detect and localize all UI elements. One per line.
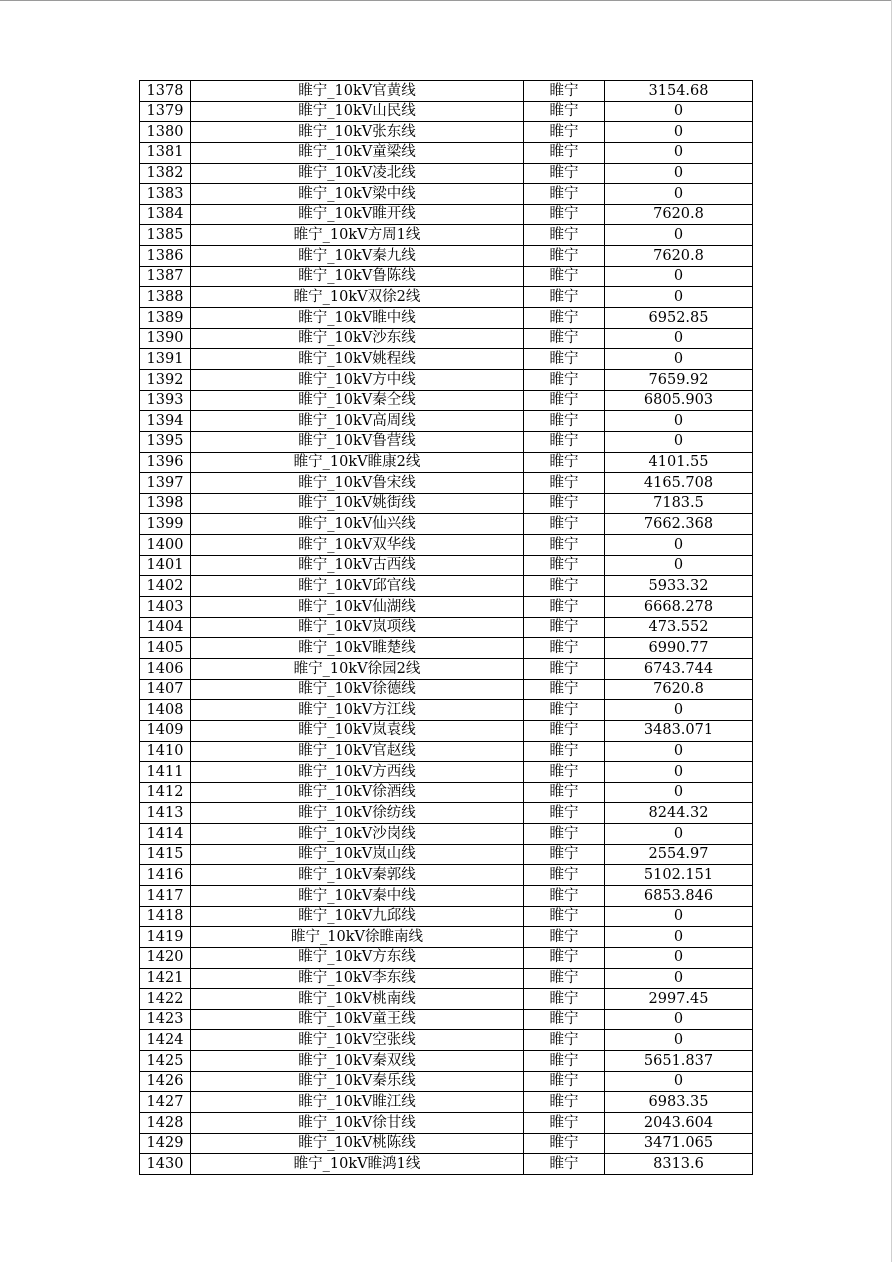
region-cell: 睢宁	[524, 679, 605, 700]
value-cell: 0	[605, 349, 753, 370]
region-cell: 睢宁	[524, 473, 605, 494]
line-name-cell: 睢宁_10kV方东线	[191, 947, 524, 968]
table-row	[140, 1133, 753, 1154]
row-index-cell: 1394	[140, 411, 191, 432]
table-row	[140, 700, 753, 721]
row-index-cell: 1386	[140, 246, 191, 267]
line-name-cell: 睢宁_10kV仙兴线	[191, 514, 524, 535]
table-row	[140, 597, 753, 618]
value-cell: 0	[605, 142, 753, 163]
value-cell: 0	[605, 824, 753, 845]
region-cell: 睢宁	[524, 328, 605, 349]
region-cell: 睢宁	[524, 142, 605, 163]
region-cell: 睢宁	[524, 204, 605, 225]
row-index-cell: 1384	[140, 204, 191, 225]
value-cell: 6805.903	[605, 390, 753, 411]
row-index-cell: 1400	[140, 535, 191, 556]
row-index-cell: 1413	[140, 803, 191, 824]
value-cell: 0	[605, 947, 753, 968]
line-name-cell: 睢宁_10kV秦仝线	[191, 390, 524, 411]
row-index-cell: 1414	[140, 824, 191, 845]
row-index-cell: 1392	[140, 369, 191, 390]
line-name-cell: 睢宁_10kV徐睢南线	[191, 927, 524, 948]
line-name-cell: 睢宁_10kV睢鸿1线	[191, 1154, 524, 1175]
line-name-cell: 睢宁_10kV张东线	[191, 122, 524, 143]
line-name-cell: 睢宁_10kV秦郭线	[191, 865, 524, 886]
line-name-cell: 睢宁_10kV双徐2线	[191, 287, 524, 308]
row-index-cell: 1407	[140, 679, 191, 700]
table-row	[140, 927, 753, 948]
table-row	[140, 473, 753, 494]
table-row	[140, 844, 753, 865]
value-cell: 5933.32	[605, 576, 753, 597]
value-cell: 0	[605, 101, 753, 122]
value-cell: 6668.278	[605, 597, 753, 618]
value-cell: 2043.604	[605, 1113, 753, 1134]
region-cell: 睢宁	[524, 431, 605, 452]
line-name-cell: 睢宁_10kV山民线	[191, 101, 524, 122]
table-row	[140, 803, 753, 824]
region-cell: 睢宁	[524, 514, 605, 535]
region-cell: 睢宁	[524, 184, 605, 205]
table-row	[140, 741, 753, 762]
value-cell: 0	[605, 762, 753, 783]
line-name-cell: 睢宁_10kV官赵线	[191, 741, 524, 762]
line-name-cell: 睢宁_10kV童王线	[191, 1009, 524, 1030]
region-cell: 睢宁	[524, 1092, 605, 1113]
line-name-cell: 睢宁_10kV古西线	[191, 555, 524, 576]
line-name-cell: 睢宁_10kV仙湖线	[191, 597, 524, 618]
table-row	[140, 390, 753, 411]
line-name-cell: 睢宁_10kV童梁线	[191, 142, 524, 163]
line-name-cell: 睢宁_10kV鲁营线	[191, 431, 524, 452]
value-cell: 7183.5	[605, 493, 753, 514]
row-index-cell: 1427	[140, 1092, 191, 1113]
line-name-cell: 睢宁_10kV徐园2线	[191, 658, 524, 679]
table-row	[140, 576, 753, 597]
value-cell: 3483.071	[605, 720, 753, 741]
table-row	[140, 514, 753, 535]
line-name-cell: 睢宁_10kV徐甘线	[191, 1113, 524, 1134]
value-cell: 0	[605, 287, 753, 308]
region-cell: 睢宁	[524, 885, 605, 906]
line-name-cell: 睢宁_10kV方周1线	[191, 225, 524, 246]
row-index-cell: 1418	[140, 906, 191, 927]
region-cell: 睢宁	[524, 1133, 605, 1154]
row-index-cell: 1390	[140, 328, 191, 349]
row-index-cell: 1424	[140, 1030, 191, 1051]
value-cell: 3471.065	[605, 1133, 753, 1154]
row-index-cell: 1402	[140, 576, 191, 597]
row-index-cell: 1389	[140, 308, 191, 329]
region-cell: 睢宁	[524, 266, 605, 287]
table-row	[140, 968, 753, 989]
table-row	[140, 122, 753, 143]
line-name-cell: 睢宁_10kV秦九线	[191, 246, 524, 267]
region-cell: 睢宁	[524, 493, 605, 514]
line-name-cell: 睢宁_10kV沙岗线	[191, 824, 524, 845]
region-cell: 睢宁	[524, 700, 605, 721]
line-name-cell: 睢宁_10kV双华线	[191, 535, 524, 556]
region-cell: 睢宁	[524, 638, 605, 659]
line-name-cell: 睢宁_10kV沙东线	[191, 328, 524, 349]
row-index-cell: 1382	[140, 163, 191, 184]
value-cell: 6853.846	[605, 885, 753, 906]
region-cell: 睢宁	[524, 576, 605, 597]
table-row	[140, 658, 753, 679]
table-row	[140, 638, 753, 659]
row-index-cell: 1420	[140, 947, 191, 968]
row-index-cell: 1403	[140, 597, 191, 618]
line-name-cell: 睢宁_10kV徐德线	[191, 679, 524, 700]
row-index-cell: 1419	[140, 927, 191, 948]
value-cell: 0	[605, 1030, 753, 1051]
value-cell: 0	[605, 225, 753, 246]
value-cell: 473.552	[605, 617, 753, 638]
row-index-cell: 1396	[140, 452, 191, 473]
row-index-cell: 1395	[140, 431, 191, 452]
line-name-cell: 睢宁_10kV姚街线	[191, 493, 524, 514]
value-cell: 0	[605, 535, 753, 556]
region-cell: 睢宁	[524, 968, 605, 989]
row-index-cell: 1417	[140, 885, 191, 906]
row-index-cell: 1410	[140, 741, 191, 762]
line-name-cell: 睢宁_10kV秦中线	[191, 885, 524, 906]
value-cell: 0	[605, 328, 753, 349]
value-cell: 8313.6	[605, 1154, 753, 1175]
region-cell: 睢宁	[524, 989, 605, 1010]
table-row	[140, 266, 753, 287]
row-index-cell: 1421	[140, 968, 191, 989]
table-row	[140, 1071, 753, 1092]
line-name-cell: 睢宁_10kV岚项线	[191, 617, 524, 638]
row-index-cell: 1401	[140, 555, 191, 576]
value-cell: 6952.85	[605, 308, 753, 329]
line-name-cell: 睢宁_10kV徐酒线	[191, 782, 524, 803]
row-index-cell: 1409	[140, 720, 191, 741]
table-row	[140, 163, 753, 184]
line-table-body	[140, 81, 753, 1175]
row-index-cell: 1379	[140, 101, 191, 122]
table-row	[140, 204, 753, 225]
value-cell: 0	[605, 968, 753, 989]
line-name-cell: 睢宁_10kV方江线	[191, 700, 524, 721]
row-index-cell: 1408	[140, 700, 191, 721]
table-row	[140, 246, 753, 267]
row-index-cell: 1422	[140, 989, 191, 1010]
row-index-cell: 1423	[140, 1009, 191, 1030]
row-index-cell: 1388	[140, 287, 191, 308]
region-cell: 睢宁	[524, 762, 605, 783]
line-name-cell: 睢宁_10kV官黄线	[191, 81, 524, 102]
table-row	[140, 411, 753, 432]
region-cell: 睢宁	[524, 225, 605, 246]
table-row	[140, 101, 753, 122]
value-cell: 3154.68	[605, 81, 753, 102]
region-cell: 睢宁	[524, 246, 605, 267]
region-cell: 睢宁	[524, 390, 605, 411]
table-row	[140, 287, 753, 308]
region-cell: 睢宁	[524, 1154, 605, 1175]
row-index-cell: 1399	[140, 514, 191, 535]
table-row	[140, 349, 753, 370]
line-name-cell: 睢宁_10kV邱官线	[191, 576, 524, 597]
row-index-cell: 1426	[140, 1071, 191, 1092]
table-row	[140, 535, 753, 556]
row-index-cell: 1425	[140, 1051, 191, 1072]
region-cell: 睢宁	[524, 411, 605, 432]
table-row	[140, 452, 753, 473]
row-index-cell: 1404	[140, 617, 191, 638]
value-cell: 0	[605, 431, 753, 452]
value-cell: 4101.55	[605, 452, 753, 473]
line-name-cell: 睢宁_10kV九邱线	[191, 906, 524, 927]
value-cell: 8244.32	[605, 803, 753, 824]
row-index-cell: 1412	[140, 782, 191, 803]
value-cell: 0	[605, 266, 753, 287]
table-row	[140, 1113, 753, 1134]
line-name-cell: 睢宁_10kV桃陈线	[191, 1133, 524, 1154]
row-index-cell: 1430	[140, 1154, 191, 1175]
line-name-cell: 睢宁_10kV睢康2线	[191, 452, 524, 473]
table-row	[140, 493, 753, 514]
row-index-cell: 1378	[140, 81, 191, 102]
value-cell: 4165.708	[605, 473, 753, 494]
row-index-cell: 1398	[140, 493, 191, 514]
value-cell: 7620.8	[605, 246, 753, 267]
line-name-cell: 睢宁_10kV睢江线	[191, 1092, 524, 1113]
value-cell: 0	[605, 411, 753, 432]
region-cell: 睢宁	[524, 287, 605, 308]
region-cell: 睢宁	[524, 741, 605, 762]
table-row	[140, 947, 753, 968]
line-name-cell: 睢宁_10kV鲁宋线	[191, 473, 524, 494]
row-index-cell: 1383	[140, 184, 191, 205]
region-cell: 睢宁	[524, 844, 605, 865]
row-index-cell: 1405	[140, 638, 191, 659]
line-name-cell: 睢宁_10kV方中线	[191, 369, 524, 390]
row-index-cell: 1406	[140, 658, 191, 679]
value-cell: 0	[605, 1071, 753, 1092]
region-cell: 睢宁	[524, 535, 605, 556]
line-name-cell: 睢宁_10kV睢开线	[191, 204, 524, 225]
table-row	[140, 555, 753, 576]
value-cell: 0	[605, 700, 753, 721]
table-row	[140, 782, 753, 803]
region-cell: 睢宁	[524, 824, 605, 845]
region-cell: 睢宁	[524, 803, 605, 824]
region-cell: 睢宁	[524, 865, 605, 886]
table-row	[140, 184, 753, 205]
row-index-cell: 1391	[140, 349, 191, 370]
row-index-cell: 1387	[140, 266, 191, 287]
table-row	[140, 81, 753, 102]
table-row	[140, 720, 753, 741]
line-name-cell: 睢宁_10kV徐纺线	[191, 803, 524, 824]
region-cell: 睢宁	[524, 1009, 605, 1030]
row-index-cell: 1428	[140, 1113, 191, 1134]
line-name-cell: 睢宁_10kV高周线	[191, 411, 524, 432]
value-cell: 7620.8	[605, 679, 753, 700]
table-row	[140, 225, 753, 246]
value-cell: 7620.8	[605, 204, 753, 225]
value-cell: 0	[605, 184, 753, 205]
region-cell: 睢宁	[524, 906, 605, 927]
region-cell: 睢宁	[524, 947, 605, 968]
line-name-cell: 睢宁_10kV姚程线	[191, 349, 524, 370]
table-row	[140, 369, 753, 390]
region-cell: 睢宁	[524, 597, 605, 618]
line-name-cell: 睢宁_10kV秦双线	[191, 1051, 524, 1072]
line-name-cell: 睢宁_10kV桃南线	[191, 989, 524, 1010]
region-cell: 睢宁	[524, 369, 605, 390]
region-cell: 睢宁	[524, 617, 605, 638]
region-cell: 睢宁	[524, 1030, 605, 1051]
region-cell: 睢宁	[524, 163, 605, 184]
row-index-cell: 1393	[140, 390, 191, 411]
value-cell: 5651.837	[605, 1051, 753, 1072]
row-index-cell: 1397	[140, 473, 191, 494]
table-row	[140, 617, 753, 638]
line-name-cell: 睢宁_10kV鲁陈线	[191, 266, 524, 287]
table-row	[140, 1092, 753, 1113]
region-cell: 睢宁	[524, 720, 605, 741]
region-cell: 睢宁	[524, 927, 605, 948]
value-cell: 0	[605, 927, 753, 948]
value-cell: 0	[605, 906, 753, 927]
value-cell: 0	[605, 782, 753, 803]
row-index-cell: 1415	[140, 844, 191, 865]
line-name-cell: 睢宁_10kV方西线	[191, 762, 524, 783]
value-cell: 7662.368	[605, 514, 753, 535]
region-cell: 睢宁	[524, 1113, 605, 1134]
row-index-cell: 1381	[140, 142, 191, 163]
table-row	[140, 762, 753, 783]
line-name-cell: 睢宁_10kV睢中线	[191, 308, 524, 329]
row-index-cell: 1411	[140, 762, 191, 783]
line-name-cell: 睢宁_10kV梁中线	[191, 184, 524, 205]
region-cell: 睢宁	[524, 1051, 605, 1072]
table-row	[140, 824, 753, 845]
line-name-cell: 睢宁_10kV睢楚线	[191, 638, 524, 659]
row-index-cell: 1416	[140, 865, 191, 886]
region-cell: 睢宁	[524, 308, 605, 329]
table-row	[140, 1009, 753, 1030]
region-cell: 睢宁	[524, 658, 605, 679]
value-cell: 7659.92	[605, 369, 753, 390]
line-table	[139, 80, 753, 1175]
region-cell: 睢宁	[524, 122, 605, 143]
value-cell: 0	[605, 741, 753, 762]
region-cell: 睢宁	[524, 81, 605, 102]
value-cell: 5102.151	[605, 865, 753, 886]
row-index-cell: 1385	[140, 225, 191, 246]
value-cell: 2554.97	[605, 844, 753, 865]
region-cell: 睢宁	[524, 555, 605, 576]
table-row	[140, 142, 753, 163]
region-cell: 睢宁	[524, 1071, 605, 1092]
region-cell: 睢宁	[524, 452, 605, 473]
table-row	[140, 989, 753, 1010]
region-cell: 睢宁	[524, 349, 605, 370]
value-cell: 0	[605, 555, 753, 576]
table-row	[140, 328, 753, 349]
page-top-border	[0, 0, 892, 1]
table-row	[140, 1030, 753, 1051]
table-row	[140, 308, 753, 329]
line-name-cell: 睢宁_10kV凌北线	[191, 163, 524, 184]
line-name-cell: 睢宁_10kV岚山线	[191, 844, 524, 865]
value-cell: 2997.45	[605, 989, 753, 1010]
value-cell: 6743.744	[605, 658, 753, 679]
row-index-cell: 1429	[140, 1133, 191, 1154]
table-row	[140, 1154, 753, 1175]
table-row	[140, 906, 753, 927]
table-row	[140, 865, 753, 886]
table-row	[140, 1051, 753, 1072]
value-cell: 0	[605, 1009, 753, 1030]
line-name-cell: 睢宁_10kV李东线	[191, 968, 524, 989]
line-name-cell: 睢宁_10kV空张线	[191, 1030, 524, 1051]
value-cell: 6990.77	[605, 638, 753, 659]
value-cell: 0	[605, 163, 753, 184]
line-name-cell: 睢宁_10kV秦乐线	[191, 1071, 524, 1092]
line-name-cell: 睢宁_10kV岚袁线	[191, 720, 524, 741]
table-row	[140, 885, 753, 906]
region-cell: 睢宁	[524, 101, 605, 122]
table-row	[140, 431, 753, 452]
table-row	[140, 679, 753, 700]
row-index-cell: 1380	[140, 122, 191, 143]
region-cell: 睢宁	[524, 782, 605, 803]
value-cell: 6983.35	[605, 1092, 753, 1113]
value-cell: 0	[605, 122, 753, 143]
